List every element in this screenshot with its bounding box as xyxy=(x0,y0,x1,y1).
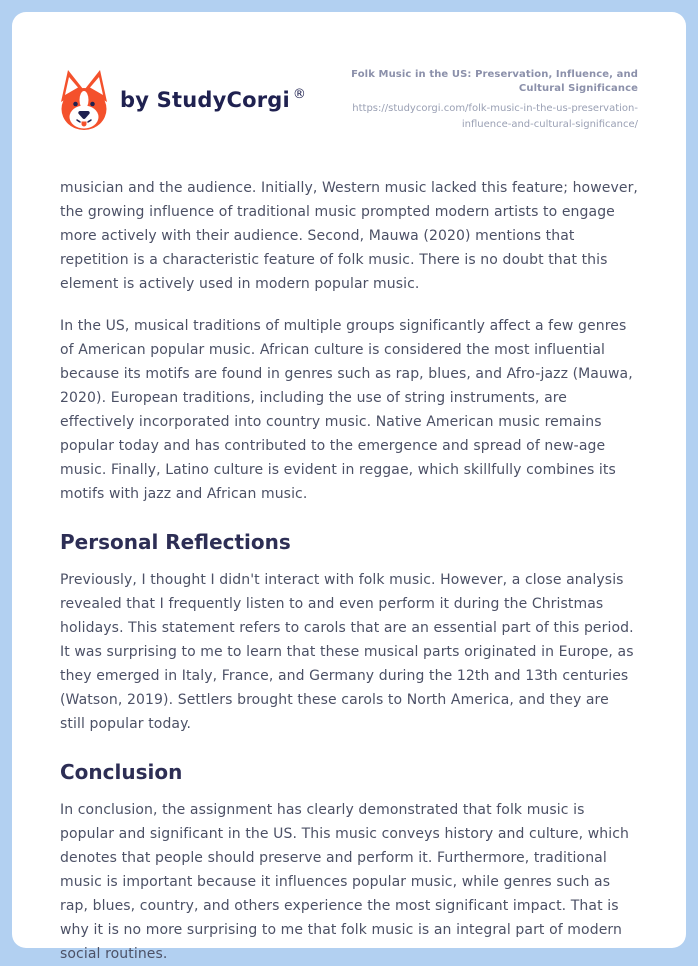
corgi-icon xyxy=(60,69,108,131)
document-content xyxy=(60,176,638,966)
document-card xyxy=(12,12,686,962)
document-url-link[interactable]: https://studycorgi.com/folk-music-in-the-us-preservation-influence-and-cultural-significance/ xyxy=(352,103,638,130)
document-title: Folk Music in the US: Preservation, Influence, and Cultural Significance xyxy=(351,69,638,94)
paragraph: In conclusion, the assignment has clearly demonstrated that folk music is popular and significant in the US. This music conveys history and culture, which denotes that people should preserve and perform it. Furthermore, traditional music is important because it influences popular music, while genres such as rap, blues, country, and others experience the most significant impact. That is why it is no more surprising to me that folk music is an integral part of modern social routines. xyxy=(60,802,630,962)
section-heading-conclusion: Conclusion xyxy=(60,760,183,784)
document-meta xyxy=(330,68,638,132)
document-header xyxy=(60,68,638,132)
section-heading-personal-reflections: Personal Reflections xyxy=(60,530,291,554)
paragraph: In the US, musical traditions of multiple groups significantly affect a few genres of American popular music. African culture is considered the most influential because its motifs are found in genres such as rap, blues, and Afro-jazz (Mauwa, 2020). European traditions, including the use of string instruments, are effectively incorporated into country music. Native American music remains popular today and has contributed to the emergence and spread of new-age music. Finally, Latino culture is evident in reggae, which skillfully combines its motifs with jazz and African music. xyxy=(60,318,633,502)
studycorgi-logo-text: by StudyCorgi ® xyxy=(120,87,307,112)
paragraph: Previously, I thought I didn't interact with folk music. However, a close analysis revealed that I frequently listen to and even perform it during the Christmas holidays. This statement refers to carols that are an essential part of this period. It was surprising to me to learn that these musical parts originated in Europe, as they emerged in Italy, France, and Germany during the 12th and 13th centuries (Watson, 2019). Settlers brought these carols to North America, and they are still popular today. xyxy=(60,572,634,732)
paragraph: musician and the audience. Initially, Western music lacked this feature; however, the growing influence of traditional music prompted modern artists to engage more actively with their audience. Second, Mauwa (2020) mentions that repetition is a characteristic feature of folk music. There is no doubt that this element is actively used in modern popular music. xyxy=(60,180,638,292)
studycorgi-logo xyxy=(60,69,306,131)
registered-trademark-mark: ® xyxy=(292,87,307,102)
